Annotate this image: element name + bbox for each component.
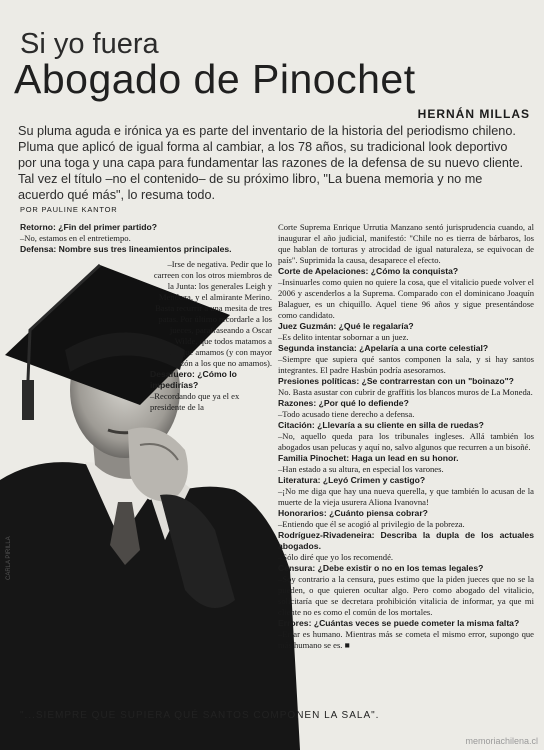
answer: –Siempre que supiera qué santos componen la sala, y si hay santos integrantes. El padre Hasbún podría asesorarnos.	[278, 354, 534, 375]
photo-credit: CARLA PIRILLA	[6, 536, 12, 580]
answer: –Insinuarles como quien no quiere la cosa, que el vitalicio puede volver el 2006 y ascenderlos a la Suprema. Comparado con el dominicano Joaquín Balaguer, es un chiquillo. Aquel tiene 96 años y sigue presentándose como candidato.	[278, 277, 534, 320]
answer: –Entiendo que él se acogió al privilegio de la pobreza.	[278, 519, 465, 529]
question: Presiones políticas: ¿Se contrarrestan con un "boinazo"?	[278, 376, 514, 386]
question: Literatura: ¿Leyó Crimen y castigo?	[278, 475, 426, 485]
answer: –Errar es humano. Mientras más se cometa el mismo error, supongo que más humano se es. ■	[278, 629, 534, 650]
answer: –No, aquello queda para los tribunales ingleses. Allá también los abogados usan pelucas y aquí no, salvo algunos que recurren a un bisoñé.	[278, 431, 534, 452]
answer: –Sólo diré que yo los recomendé.	[278, 552, 394, 562]
question: Censura: ¿Debe existir o no en los temas legales?	[278, 563, 484, 573]
answer: –Recordando que ya el ex presidente de la	[150, 391, 240, 412]
question: Razones: ¿Por qué lo defiende?	[278, 398, 409, 408]
answer: –¡No me diga que hay una nueva querella, y que también lo acusan de la muerte de la vieja usurera Aliona Ivanovna!	[278, 486, 534, 507]
byline: POR PAULINE KANTOR	[20, 205, 118, 214]
question: Errores: ¿Cuántas veces se puede cometer la misma falta?	[278, 618, 520, 628]
question: Segunda instancia: ¿Apelaría a una corte celestial?	[278, 343, 489, 353]
kicker-title: Si yo fuera	[20, 28, 159, 60]
author-name: HERNÁN MILLAS	[417, 107, 530, 121]
question: Juez Guzmán: ¿Qué le regalaría?	[278, 321, 414, 331]
answer: –Es delito intentar sobornar a un juez.	[278, 332, 409, 342]
question: Familia Pinochet: Haga un lead en su honor.	[278, 453, 459, 463]
lead-paragraph: Su pluma aguda e irónica ya es parte del inventario de la historia del periodismo chileno. Pluma que aplicó de igual forma al cambiar, a los 78 años, su tradicional look deportivo por una toga y una capa para fundamentar las razones de la defensa de su nuevo cliente. Tal vez el título –no el contenido– de su próximo libro, "La buena memoria y no me acuerdo qué más", lo resuma todo.	[18, 124, 524, 202]
question: Honorarios: ¿Cuánto piensa cobrar?	[278, 508, 428, 518]
question: Rodríguez-Rivadeneira: Describa la dupla de los actuales abogados.	[278, 530, 534, 551]
answer: No. Basta asustar con cubrir de graffitis los blancos muros de La Moneda.	[278, 387, 533, 397]
question: Corte de Apelaciones: ¿Cómo la conquista?	[278, 266, 459, 276]
source-watermark: memoriachilena.cl	[465, 736, 538, 746]
answer: –Han estado a su altura, en especial los varones.	[278, 464, 444, 474]
question: Desafuero: ¿Cómo lo impedirías?	[150, 369, 237, 390]
right-column	[278, 222, 534, 651]
answer: –Soy contrario a la censura, pues estimo que la piden jueces que no se la pueden, o que quieren ocultar algo. Pero como abogado del vitalicio, solicitaría que se decretara prohibición vitalicia de informar, ya que mi cliente no es como el común de los mortales.	[278, 574, 534, 617]
answer: –Todo acusado tiene derecho a defensa.	[278, 409, 415, 419]
pull-quote: "...SIEMPRE QUE SUPIERA QUÉ SANTOS COMPONEN LA SALA".	[20, 710, 380, 721]
question: Defensa: Nombre sus tres lineamientos principales.	[20, 244, 232, 254]
answer: –Irse de negativa. Pedir que lo carreen con los otros miembros de la Junta: los generales Leigh y Mendoza, y el almirante Merino. Basta recurrir a una mesita de tres patas. Por último recordarle a los jueces, parafraseando a Oscar Wilde, que todos matamos a aquellos que amamos (y con mayor razón a los que no amamos).	[150, 259, 272, 368]
headline: Abogado de Pinochet	[14, 56, 416, 102]
left-column-top	[20, 222, 272, 255]
answer: Corte Suprema Enrique Urrutia Manzano sentó jurisprudencia cuando, al inaugurar el año judicial, manifestó: "Chile no es tierra de bárbaros, los que hablan de torturas y atrocidad de igual naturaleza, se equivocan de país". Suprimida la causa, desaparece el efecto.	[278, 222, 534, 265]
question: Citación: ¿Llevaría a su cliente en silla de ruedas?	[278, 420, 484, 430]
answer: –No, estamos en el entretiempo.	[20, 233, 131, 243]
question: Retorno: ¿Fin del primer partido?	[20, 222, 158, 232]
left-column-wrap	[150, 259, 272, 413]
